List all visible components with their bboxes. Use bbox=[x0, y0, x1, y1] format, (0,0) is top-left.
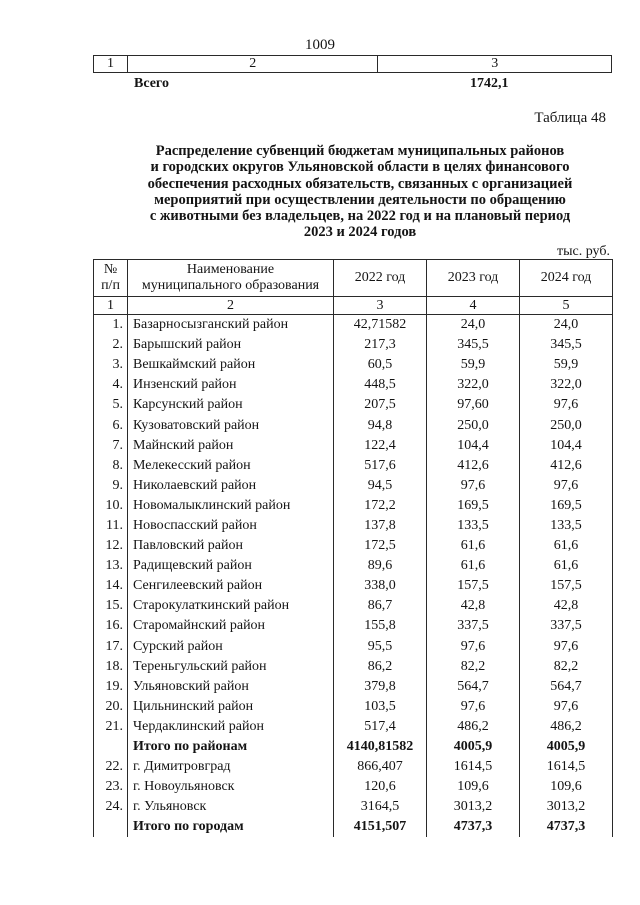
header-2023: 2023 год bbox=[427, 260, 520, 297]
value-2022: 155,8 bbox=[334, 616, 427, 636]
value-2024: 61,6 bbox=[520, 556, 613, 576]
table-row bbox=[94, 415, 613, 435]
value-2023: 250,0 bbox=[427, 415, 520, 435]
value-2024: 250,0 bbox=[520, 415, 613, 435]
value-2023: 337,5 bbox=[427, 616, 520, 636]
value-2024: 97,6 bbox=[520, 476, 613, 496]
value-2022: 448,5 bbox=[334, 375, 427, 395]
subvention-table bbox=[93, 259, 613, 837]
column-number: 1 bbox=[94, 56, 128, 73]
value-2023: 133,5 bbox=[427, 516, 520, 536]
value-2024: 133,5 bbox=[520, 516, 613, 536]
value-2024: 4737,3 bbox=[520, 817, 613, 837]
column-number: 4 bbox=[427, 297, 520, 315]
value-2023: 345,5 bbox=[427, 335, 520, 355]
value-2023: 97,6 bbox=[427, 476, 520, 496]
table-row bbox=[94, 797, 613, 817]
value-2022: 94,5 bbox=[334, 476, 427, 496]
row-number: 20. bbox=[94, 697, 128, 717]
table-row bbox=[94, 697, 613, 717]
value-2024: 4005,9 bbox=[520, 737, 613, 757]
row-number: 15. bbox=[94, 596, 128, 616]
municipality-name: Инзенский район bbox=[128, 375, 334, 395]
municipality-name: Новомалыклинский район bbox=[128, 496, 334, 516]
table-row bbox=[94, 375, 613, 395]
value-2024: 337,5 bbox=[520, 616, 613, 636]
value-2022: 137,8 bbox=[334, 516, 427, 536]
value-2024: 3013,2 bbox=[520, 797, 613, 817]
table-row bbox=[94, 777, 613, 797]
value-2023: 109,6 bbox=[427, 777, 520, 797]
value-2024: 59,9 bbox=[520, 355, 613, 375]
value-2023: 486,2 bbox=[427, 717, 520, 737]
value-2023: 97,6 bbox=[427, 637, 520, 657]
value-2022: 517,4 bbox=[334, 717, 427, 737]
title-line: 2023 и 2024 годов bbox=[303, 224, 417, 241]
municipality-name: Майнский район bbox=[128, 436, 334, 456]
value-2023: 412,6 bbox=[427, 456, 520, 476]
value-2023: 59,9 bbox=[427, 355, 520, 375]
value-2022: 207,5 bbox=[334, 395, 427, 415]
value-2022: 379,8 bbox=[334, 677, 427, 697]
table-row bbox=[94, 717, 613, 737]
table-row bbox=[94, 576, 613, 596]
municipality-name: Ульяновский район bbox=[128, 677, 334, 697]
header-number: № п/п bbox=[94, 260, 128, 297]
row-number: 18. bbox=[94, 657, 128, 677]
title-line: обеспечения расходных обязательств, связанных с организацией bbox=[147, 175, 573, 192]
value-2022: 120,6 bbox=[334, 777, 427, 797]
municipality-name: Сенгилеевский район bbox=[128, 576, 334, 596]
total-row bbox=[94, 737, 613, 757]
row-number: 5. bbox=[94, 395, 128, 415]
column-number: 3 bbox=[334, 297, 427, 315]
municipality-name: Старокулаткинский район bbox=[128, 596, 334, 616]
column-number: 5 bbox=[520, 297, 613, 315]
value-2023: 82,2 bbox=[427, 657, 520, 677]
row-number: 11. bbox=[94, 516, 128, 536]
value-2023: 24,0 bbox=[427, 315, 520, 336]
row-number: 4. bbox=[94, 375, 128, 395]
column-number: 2 bbox=[127, 56, 378, 73]
column-number: 3 bbox=[378, 56, 612, 73]
value-2023: 61,6 bbox=[427, 556, 520, 576]
row-number: 6. bbox=[94, 415, 128, 435]
municipality-name: Новоспасский район bbox=[128, 516, 334, 536]
municipality-name: Мелекесский район bbox=[128, 456, 334, 476]
value-2024: 1614,5 bbox=[520, 757, 613, 777]
table-row bbox=[94, 677, 613, 697]
row-number: 24. bbox=[94, 797, 128, 817]
table-row bbox=[94, 536, 613, 556]
value-2022: 3164,5 bbox=[334, 797, 427, 817]
value-2024: 82,2 bbox=[520, 657, 613, 677]
title-line: мероприятий при осуществлении деятельности по обращению bbox=[154, 191, 566, 208]
municipality-name: Николаевский район bbox=[128, 476, 334, 496]
value-2023: 3013,2 bbox=[427, 797, 520, 817]
value-2022: 172,2 bbox=[334, 496, 427, 516]
table-row bbox=[94, 395, 613, 415]
value-2023: 97,60 bbox=[427, 395, 520, 415]
column-number: 2 bbox=[128, 297, 334, 315]
value-2022: 89,6 bbox=[334, 556, 427, 576]
row-number: 23. bbox=[94, 777, 128, 797]
table-row bbox=[94, 456, 613, 476]
municipality-name: г. Новоульяновск bbox=[128, 777, 334, 797]
value-2023: 322,0 bbox=[427, 375, 520, 395]
value-2023: 61,6 bbox=[427, 536, 520, 556]
header-2022: 2022 год bbox=[334, 260, 427, 297]
row-number: 12. bbox=[94, 536, 128, 556]
municipality-name: Павловский район bbox=[128, 536, 334, 556]
table-row bbox=[94, 335, 613, 355]
municipality-name: г. Ульяновск bbox=[128, 797, 334, 817]
page-number: 1009 bbox=[305, 37, 335, 53]
table-row bbox=[94, 315, 613, 336]
row-number: 7. bbox=[94, 436, 128, 456]
municipality-name: Сурский район bbox=[128, 637, 334, 657]
row-number: 19. bbox=[94, 677, 128, 697]
value-2022: 86,7 bbox=[334, 596, 427, 616]
value-2023: 157,5 bbox=[427, 576, 520, 596]
row-number: 17. bbox=[94, 637, 128, 657]
municipality-name: г. Димитровград bbox=[128, 757, 334, 777]
value-2022: 103,5 bbox=[334, 697, 427, 717]
municipality-name: Кузоватовский район bbox=[128, 415, 334, 435]
value-2024: 104,4 bbox=[520, 436, 613, 456]
row-number: 13. bbox=[94, 556, 128, 576]
municipality-name: Тереньгульский район bbox=[128, 657, 334, 677]
value-2022: 517,6 bbox=[334, 456, 427, 476]
municipality-name: Вешкаймский район bbox=[128, 355, 334, 375]
row-number: 3. bbox=[94, 355, 128, 375]
row-number: 1. bbox=[94, 315, 128, 336]
value-2024: 109,6 bbox=[520, 777, 613, 797]
municipality-name: Итого по городам bbox=[128, 817, 334, 837]
value-2023: 104,4 bbox=[427, 436, 520, 456]
value-2022: 86,2 bbox=[334, 657, 427, 677]
table-row bbox=[94, 637, 613, 657]
row-number: 9. bbox=[94, 476, 128, 496]
table-row bbox=[94, 496, 613, 516]
value-2022: 217,3 bbox=[334, 335, 427, 355]
value-2022: 866,407 bbox=[334, 757, 427, 777]
row-number: 21. bbox=[94, 717, 128, 737]
header-2024: 2024 год bbox=[520, 260, 613, 297]
value-2024: 564,7 bbox=[520, 677, 613, 697]
row-number: 16. bbox=[94, 616, 128, 636]
row-number: 22. bbox=[94, 757, 128, 777]
row-number: 2. bbox=[94, 335, 128, 355]
value-2023: 169,5 bbox=[427, 496, 520, 516]
table-row bbox=[94, 596, 613, 616]
top-total-value: 1742,1 bbox=[470, 76, 509, 91]
title-line: и городских округов Ульяновской области в целях финансового bbox=[150, 159, 570, 176]
value-2024: 345,5 bbox=[520, 335, 613, 355]
table-row bbox=[94, 436, 613, 456]
table-row bbox=[94, 657, 613, 677]
table-row bbox=[94, 476, 613, 496]
row-number: 14. bbox=[94, 576, 128, 596]
table-row bbox=[94, 556, 613, 576]
value-2022: 60,5 bbox=[334, 355, 427, 375]
value-2022: 338,0 bbox=[334, 576, 427, 596]
value-2024: 97,6 bbox=[520, 637, 613, 657]
value-2023: 97,6 bbox=[427, 697, 520, 717]
value-2022: 94,8 bbox=[334, 415, 427, 435]
value-2024: 322,0 bbox=[520, 375, 613, 395]
table-title bbox=[110, 143, 610, 241]
value-2024: 97,6 bbox=[520, 697, 613, 717]
value-2022: 42,71582 bbox=[334, 315, 427, 336]
continuation-table-header bbox=[93, 55, 612, 73]
municipality-name: Карсунский район bbox=[128, 395, 334, 415]
value-2023: 1614,5 bbox=[427, 757, 520, 777]
table-row bbox=[94, 757, 613, 777]
value-2022: 4151,507 bbox=[334, 817, 427, 837]
row-number bbox=[94, 817, 128, 837]
value-2024: 412,6 bbox=[520, 456, 613, 476]
value-2024: 157,5 bbox=[520, 576, 613, 596]
municipality-name: Старомайнский район bbox=[128, 616, 334, 636]
municipality-name: Барышский район bbox=[128, 335, 334, 355]
value-2024: 24,0 bbox=[520, 315, 613, 336]
value-2024: 486,2 bbox=[520, 717, 613, 737]
table-label: Таблица 48 bbox=[534, 110, 606, 126]
value-2022: 4140,81582 bbox=[334, 737, 427, 757]
row-number: 8. bbox=[94, 456, 128, 476]
row-number bbox=[94, 737, 128, 757]
value-2023: 564,7 bbox=[427, 677, 520, 697]
value-2024: 169,5 bbox=[520, 496, 613, 516]
total-row bbox=[94, 817, 613, 837]
value-2024: 42,8 bbox=[520, 596, 613, 616]
municipality-name: Радищевский район bbox=[128, 556, 334, 576]
table-row bbox=[94, 355, 613, 375]
table-row bbox=[94, 516, 613, 536]
column-number: 1 bbox=[94, 297, 128, 315]
row-number: 10. bbox=[94, 496, 128, 516]
units-label: тыс. руб. bbox=[557, 244, 610, 259]
value-2023: 4737,3 bbox=[427, 817, 520, 837]
value-2022: 122,4 bbox=[334, 436, 427, 456]
value-2023: 4005,9 bbox=[427, 737, 520, 757]
municipality-name: Итого по районам bbox=[128, 737, 334, 757]
value-2024: 61,6 bbox=[520, 536, 613, 556]
title-line: Распределение субвенций бюджетам муниципальных районов bbox=[155, 143, 565, 159]
table-row bbox=[94, 616, 613, 636]
value-2023: 42,8 bbox=[427, 596, 520, 616]
value-2024: 97,6 bbox=[520, 395, 613, 415]
title-line: с животными без владельцев, на 2022 год и на плановый период bbox=[149, 208, 571, 225]
municipality-name: Цильнинский район bbox=[128, 697, 334, 717]
header-name: Наименование муниципального образования bbox=[128, 260, 334, 297]
value-2022: 172,5 bbox=[334, 536, 427, 556]
municipality-name: Чердаклинский район bbox=[128, 717, 334, 737]
value-2022: 95,5 bbox=[334, 637, 427, 657]
municipality-name: Базарносызганский район bbox=[128, 315, 334, 336]
top-total-label: Всего bbox=[134, 76, 169, 91]
